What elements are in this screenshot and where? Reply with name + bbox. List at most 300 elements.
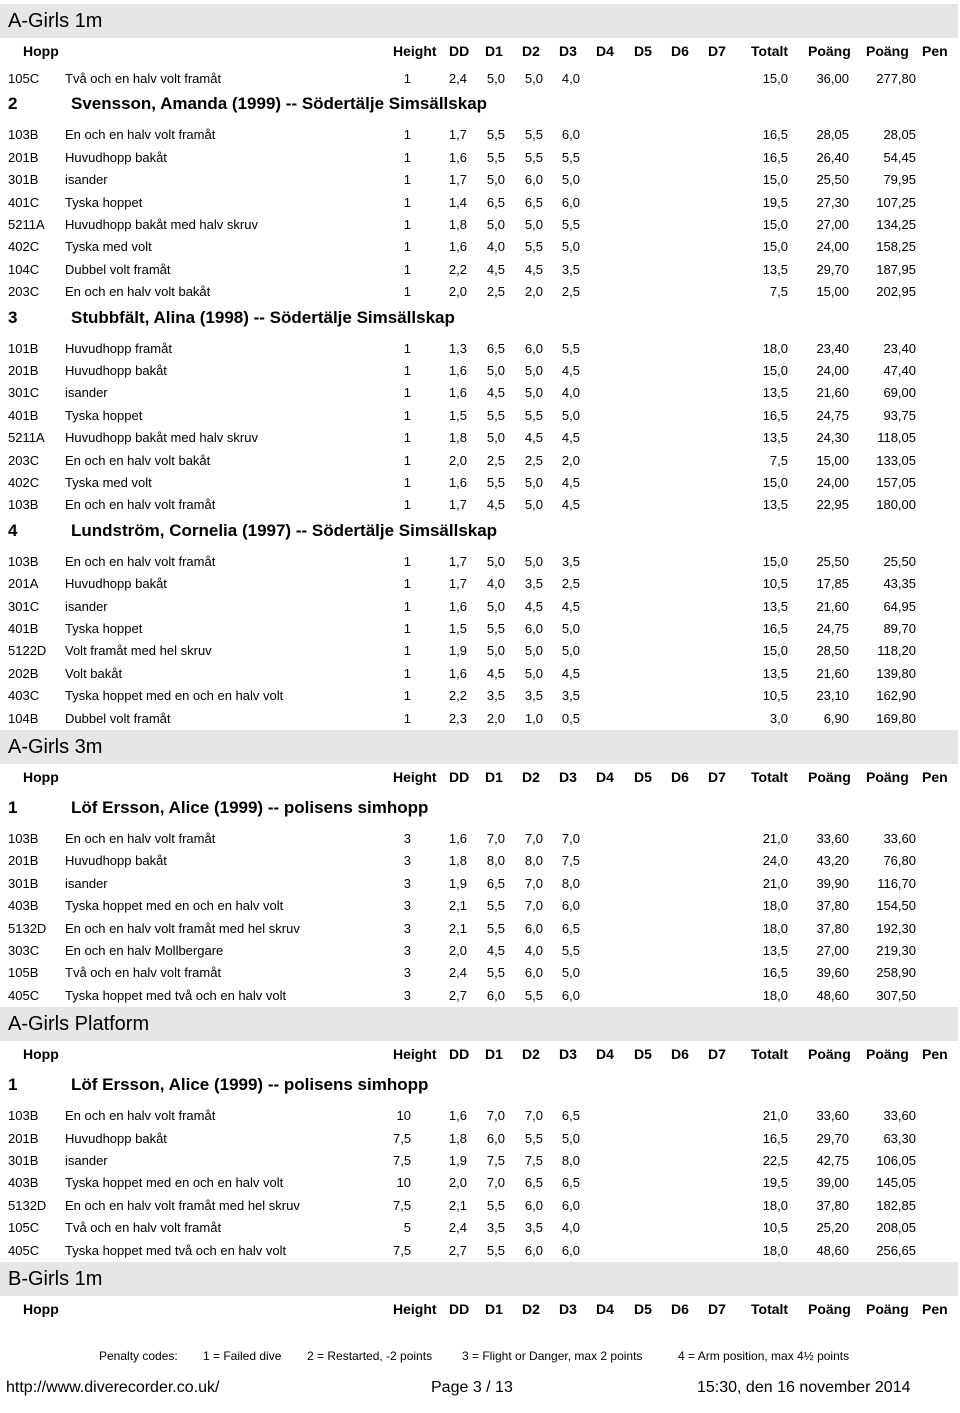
cell-d1: 5,0 [486,553,505,569]
page-number: Page 3 / 13 [431,1379,513,1396]
cell-p2: 93,75 [883,407,916,423]
cell-d3: 6,0 [561,987,580,1003]
cell-dd: 2,4 [448,71,467,86]
cell-code: 201B [8,363,39,378]
table-row [0,259,960,281]
cell-code: 201B [8,149,39,165]
header-pen: Pen [922,1046,948,1063]
cell-tot: 16,5 [762,621,788,636]
cell-name: Två och en halv volt framåt [65,1220,222,1236]
header-height: Height [393,43,437,59]
penalty-code-3: 3 = Flight or Danger, max 2 points [462,1349,643,1363]
table-row [0,828,960,850]
cell-p1: 21,60 [816,598,849,614]
cell-tot: 16,5 [762,1130,788,1146]
header-d7: D7 [708,43,726,59]
penalty-label: Penalty codes: [99,1349,178,1363]
footer-datetime: 15:30, den 16 november 2014 [697,1379,911,1396]
cell-d1: 6,5 [486,340,505,356]
cell-p1: 33,60 [816,831,849,846]
cell-name: Huvudhopp bakåt med halv skruv [65,217,258,232]
table-row [0,985,960,1007]
table-row [0,940,960,962]
table-row [0,1105,960,1127]
cell-dd: 2,0 [448,943,467,958]
cell-p1: 27,30 [816,194,849,210]
cell-d1: 4,5 [486,943,505,958]
cell-dd: 2,0 [448,452,467,468]
table-row [0,405,960,427]
cell-p1: 39,90 [816,875,849,891]
cell-dd: 2,2 [448,261,467,277]
cell-d1: 4,0 [486,239,505,255]
cell-p1: 21,60 [816,665,849,681]
cell-d1: 5,5 [486,965,505,981]
cell-tot: 15,0 [762,643,788,659]
cell-dd: 1,7 [448,497,467,513]
cell-d2: 6,0 [524,172,543,188]
cell-d3: 6,5 [561,920,580,936]
cell-p2: 63,30 [883,1130,916,1146]
cell-d3: 6,0 [561,1242,580,1258]
cell-tot: 18,0 [762,898,788,914]
cell-dd: 2,2 [448,688,467,704]
cell-p2: 169,80 [876,710,916,726]
cell-p2: 69,00 [883,385,916,401]
cell-d3: 8,0 [561,875,580,891]
cell-name: Huvudhopp bakåt [65,363,167,378]
table-row [0,918,960,940]
cell-dd: 1,6 [448,475,467,490]
cell-tot: 15,0 [762,363,788,378]
cell-d3: 6,0 [561,194,580,210]
cell-height: 7,5 [393,1242,412,1258]
table-row [0,1195,960,1217]
cell-code: 301B [8,875,39,891]
cell-d1: 6,0 [486,1130,505,1146]
header-dd: DD [449,1046,470,1063]
cell-dd: 2,0 [448,1175,467,1191]
cell-d3: 4,5 [561,665,580,681]
table-row [0,236,960,258]
header-d3: D3 [559,1301,577,1317]
cell-height: 1 [403,475,411,490]
cell-name: Dubbel volt framåt [65,710,171,726]
cell-name: En och en halv volt framåt [65,831,216,846]
header-d6: D6 [671,1046,689,1063]
cell-p1: 37,80 [816,898,849,914]
cell-d1: 5,5 [486,149,505,165]
header-poang2: Poäng [866,1301,909,1317]
cell-p1: 25,50 [816,172,849,188]
header-height: Height [393,769,437,785]
cell-height: 1 [403,127,411,143]
cell-p2: 256,65 [876,1242,916,1258]
cell-d2: 6,0 [524,621,543,636]
header-d2: D2 [522,769,540,785]
cell-p2: 76,80 [883,853,916,869]
cell-name: Tyska hoppet [65,621,143,636]
cell-d2: 1,0 [524,710,543,726]
cell-d1: 7,0 [486,831,505,846]
cell-d3: 4,5 [561,475,580,490]
cell-code: 5211A [8,430,45,446]
cell-d3: 5,5 [561,217,580,232]
cell-d1: 7,0 [486,1175,505,1191]
cell-dd: 2,1 [448,898,467,914]
cell-code: 403B [8,898,39,914]
cell-p2: 202,95 [876,284,916,300]
cell-code: 402C [8,239,40,255]
cell-d1: 5,5 [486,898,505,914]
cell-height: 1 [403,217,411,232]
cell-dd: 2,4 [448,1220,467,1236]
header-dd: DD [449,43,470,59]
cell-height: 1 [403,340,411,356]
cell-d1: 6,5 [486,194,505,210]
cell-code: 5211A [8,217,45,232]
cell-height: 1 [403,149,411,165]
cell-name: Huvudhopp framåt [65,340,172,356]
cell-p1: 25,50 [816,553,849,569]
cell-name: Tyska hoppet med en och en halv volt [65,688,284,704]
cell-d3: 5,5 [561,340,580,356]
cell-dd: 1,7 [448,172,467,188]
cell-dd: 1,3 [448,340,467,356]
cell-p2: 79,95 [883,172,916,188]
cell-dd: 1,7 [448,553,467,569]
table-row [0,663,960,685]
cell-height: 10 [396,1175,411,1191]
diver-heading [0,304,960,332]
cell-d1: 5,5 [486,1242,505,1258]
cell-d2: 2,5 [524,452,543,468]
cell-d1: 5,0 [486,217,505,232]
cell-d1: 2,5 [486,452,505,468]
cell-code: 301B [8,1153,39,1168]
cell-name: isander [65,875,108,891]
cell-d3: 5,0 [561,239,580,255]
cell-p1: 24,75 [816,621,849,636]
cell-height: 1 [403,172,411,188]
cell-d2: 7,0 [524,1108,543,1124]
table-row [0,895,960,917]
cell-name: Tyska hoppet med en och en halv volt [65,898,284,914]
table-row [0,640,960,662]
table-row [0,1172,960,1194]
cell-name: Huvudhopp bakåt [65,149,167,165]
cell-d1: 5,0 [486,598,505,614]
cell-d2: 5,0 [524,363,543,378]
cell-code: 103B [8,831,39,846]
cell-code: 401C [8,194,40,210]
cell-p1: 24,00 [816,363,849,378]
cell-code: 5132D [8,1197,47,1213]
header-d1: D1 [485,1301,503,1317]
section-title: B-Girls 1m [0,1262,958,1296]
cell-name: Två och en halv volt framåt [65,71,222,86]
cell-code: 405C [8,1242,40,1258]
cell-name: Dubbel volt framåt [65,261,171,277]
cell-code: 301B [8,172,39,188]
header-poang1: Poäng [808,1301,851,1317]
cell-p1: 37,80 [816,1197,849,1213]
header-d4: D4 [596,1046,614,1063]
cell-code: 5122D [8,643,47,659]
cell-p2: 28,05 [883,127,916,143]
cell-p1: 21,60 [816,385,849,401]
cell-p2: 187,95 [876,261,916,277]
table-row [0,450,960,472]
table-row [0,192,960,214]
cell-d2: 7,5 [524,1153,543,1168]
cell-p2: 134,25 [876,217,916,232]
cell-d1: 5,5 [486,127,505,143]
cell-d3: 6,0 [561,127,580,143]
cell-dd: 1,8 [448,1130,467,1146]
diver-name: Svensson, Amanda (1999) -- Södertälje Simsällskap [71,94,488,114]
cell-p1: 42,75 [816,1153,849,1168]
diver-rank: 3 [8,307,18,327]
cell-code: 301C [8,385,40,401]
diver-rank: 2 [8,94,18,114]
cell-code: 403C [8,688,40,704]
cell-d2: 8,0 [524,853,543,869]
cell-p2: 118,20 [877,643,916,659]
section-title: A-Girls 3m [0,730,958,764]
cell-p1: 23,10 [816,688,849,704]
cell-height: 1 [403,665,411,681]
cell-dd: 1,4 [448,194,467,210]
cell-height: 1 [403,621,411,636]
cell-name: En och en halv volt framåt [65,127,216,143]
table-row [0,338,960,360]
cell-tot: 21,0 [762,875,788,891]
cell-d3: 2,0 [561,452,580,468]
cell-d3: 8,0 [561,1153,580,1168]
penalty-code-2: 2 = Restarted, -2 points [307,1349,433,1363]
cell-dd: 1,9 [448,643,467,659]
cell-d2: 5,5 [524,127,543,143]
header-d5: D5 [634,1046,652,1063]
cell-code: 301C [8,598,40,614]
cell-d1: 5,5 [486,407,505,423]
cell-tot: 7,5 [769,284,788,300]
cell-p2: 277,80 [876,71,916,86]
cell-height: 7,5 [393,1130,412,1146]
cell-d1: 4,5 [486,665,505,681]
cell-d1: 2,0 [486,710,505,726]
table-row [0,427,960,449]
cell-height: 5 [403,1220,411,1236]
header-poang2: Poäng [866,43,909,59]
cell-dd: 1,7 [448,127,467,143]
cell-p2: 107,25 [876,194,916,210]
cell-name: En och en halv volt framåt [65,1108,216,1124]
table-row [0,169,960,191]
header-poang1: Poäng [808,769,851,785]
cell-dd: 1,6 [448,665,467,681]
cell-dd: 1,5 [448,621,467,636]
cell-height: 1 [403,261,411,277]
cell-tot: 13,5 [762,497,788,513]
cell-code: 201B [8,853,39,869]
diver-heading [0,1071,960,1099]
cell-dd: 2,0 [448,284,467,300]
cell-tot: 10,5 [762,688,788,704]
cell-d1: 4,5 [486,497,505,513]
cell-d2: 5,0 [524,553,543,569]
header-d7: D7 [708,1046,726,1063]
cell-d3: 7,5 [561,853,580,869]
diver-name: Stubbfält, Alina (1998) -- Södertälje Simsällskap [71,307,455,327]
cell-d2: 5,5 [524,407,543,423]
cell-d2: 6,5 [524,194,543,210]
cell-p1: 26,40 [816,149,849,165]
cell-tot: 13,5 [762,665,788,681]
table-row [0,1128,960,1150]
cell-d1: 6,5 [486,875,505,891]
cell-height: 1 [403,553,411,569]
cell-tot: 13,5 [762,943,788,958]
table-row [0,850,960,872]
table-header [0,1298,960,1320]
cell-d3: 5,5 [561,149,580,165]
cell-tot: 13,5 [762,598,788,614]
section-title: A-Girls Platform [0,1007,958,1041]
cell-height: 1 [403,385,411,401]
cell-tot: 21,0 [762,831,788,846]
cell-code: 103B [8,553,39,569]
cell-d3: 2,5 [561,576,580,592]
cell-d1: 3,5 [486,688,505,704]
cell-d3: 0,5 [561,710,580,726]
header-d2: D2 [522,43,540,59]
cell-name: Huvudhopp bakåt [65,576,167,592]
cell-height: 1 [403,71,411,86]
cell-d3: 6,0 [561,1197,580,1213]
penalty-code-1: 1 = Failed dive [203,1349,282,1363]
cell-d3: 4,5 [561,363,580,378]
table-row [0,382,960,404]
header-hopp: Hopp [23,769,59,785]
table-row [0,124,960,146]
cell-p2: 307,50 [876,987,916,1003]
cell-d1: 5,5 [486,920,505,936]
cell-dd: 2,1 [448,1197,467,1213]
cell-p1: 48,60 [816,1242,849,1258]
cell-d1: 4,5 [486,385,505,401]
cell-name: En och en halv Mollbergare [65,943,224,958]
cell-d2: 3,5 [524,1220,543,1236]
cell-d2: 2,0 [524,284,543,300]
cell-tot: 15,0 [762,217,788,232]
diver-name: Lundström, Cornelia (1997) -- Södertälje Simsällskap [71,520,498,540]
cell-tot: 10,5 [762,576,788,592]
cell-d3: 3,5 [561,553,580,569]
footer-url[interactable]: http://www.diverecorder.co.uk/ [6,1379,220,1396]
cell-dd: 1,6 [448,239,467,255]
cell-d1: 5,0 [486,430,505,446]
cell-dd: 2,7 [448,1242,467,1258]
cell-dd: 1,6 [448,385,467,401]
cell-name: isander [65,172,108,188]
cell-name: Tyska med volt [65,239,152,255]
cell-name: Två och en halv volt framåt [65,965,222,981]
header-dd: DD [449,769,470,785]
cell-name: Huvudhopp bakåt [65,853,167,869]
cell-code: 403B [8,1175,39,1191]
cell-dd: 1,8 [448,430,467,446]
header-d3: D3 [559,1046,577,1063]
table-row [0,873,960,895]
cell-d2: 7,0 [524,875,543,891]
cell-d1: 6,0 [486,987,505,1003]
cell-code: 104B [8,710,39,726]
cell-d3: 5,0 [561,172,580,188]
cell-p2: 106,05 [876,1153,916,1168]
cell-code: 402C [8,475,40,490]
cell-dd: 2,1 [448,920,467,936]
cell-name: Tyska hoppet med en och en halv volt [65,1175,284,1191]
cell-dd: 1,6 [448,363,467,378]
cell-name: En och en halv volt framåt [65,553,216,569]
cell-tot: 16,5 [762,149,788,165]
header-hopp: Hopp [23,1301,59,1317]
cell-p1: 43,20 [816,853,849,869]
cell-tot: 18,0 [762,920,788,936]
diver-heading [0,794,960,822]
cell-d1: 5,0 [486,363,505,378]
table-header [0,766,960,788]
cell-p2: 219,30 [876,943,916,958]
cell-tot: 18,0 [762,340,788,356]
table-row [0,360,960,382]
cell-p2: 133,05 [876,452,916,468]
cell-tot: 18,0 [762,1242,788,1258]
cell-tot: 13,5 [762,385,788,401]
cell-p1: 24,75 [816,407,849,423]
cell-name: En och en halv volt bakåt [65,284,211,300]
cell-height: 1 [403,407,411,423]
table-row [0,472,960,494]
cell-tot: 15,0 [762,172,788,188]
cell-d1: 5,0 [486,172,505,188]
cell-p1: 27,00 [816,217,849,232]
header-d7: D7 [708,1301,726,1317]
cell-dd: 2,7 [448,987,467,1003]
table-row [0,708,960,730]
cell-dd: 1,6 [448,598,467,614]
cell-height: 1 [403,643,411,659]
header-d3: D3 [559,769,577,785]
cell-d2: 5,0 [524,497,543,513]
cell-d1: 7,0 [486,1108,505,1124]
cell-d2: 5,0 [524,71,543,86]
table-row [0,962,960,984]
cell-code: 405C [8,987,40,1003]
cell-p1: 15,00 [816,452,849,468]
header-d7: D7 [708,769,726,785]
cell-dd: 2,3 [448,710,467,726]
header-hopp: Hopp [23,43,59,59]
cell-dd: 1,5 [448,407,467,423]
header-d4: D4 [596,43,614,59]
cell-tot: 13,5 [762,261,788,277]
cell-d2: 6,0 [524,920,543,936]
cell-p1: 29,70 [816,261,849,277]
cell-p1: 28,50 [816,643,849,659]
